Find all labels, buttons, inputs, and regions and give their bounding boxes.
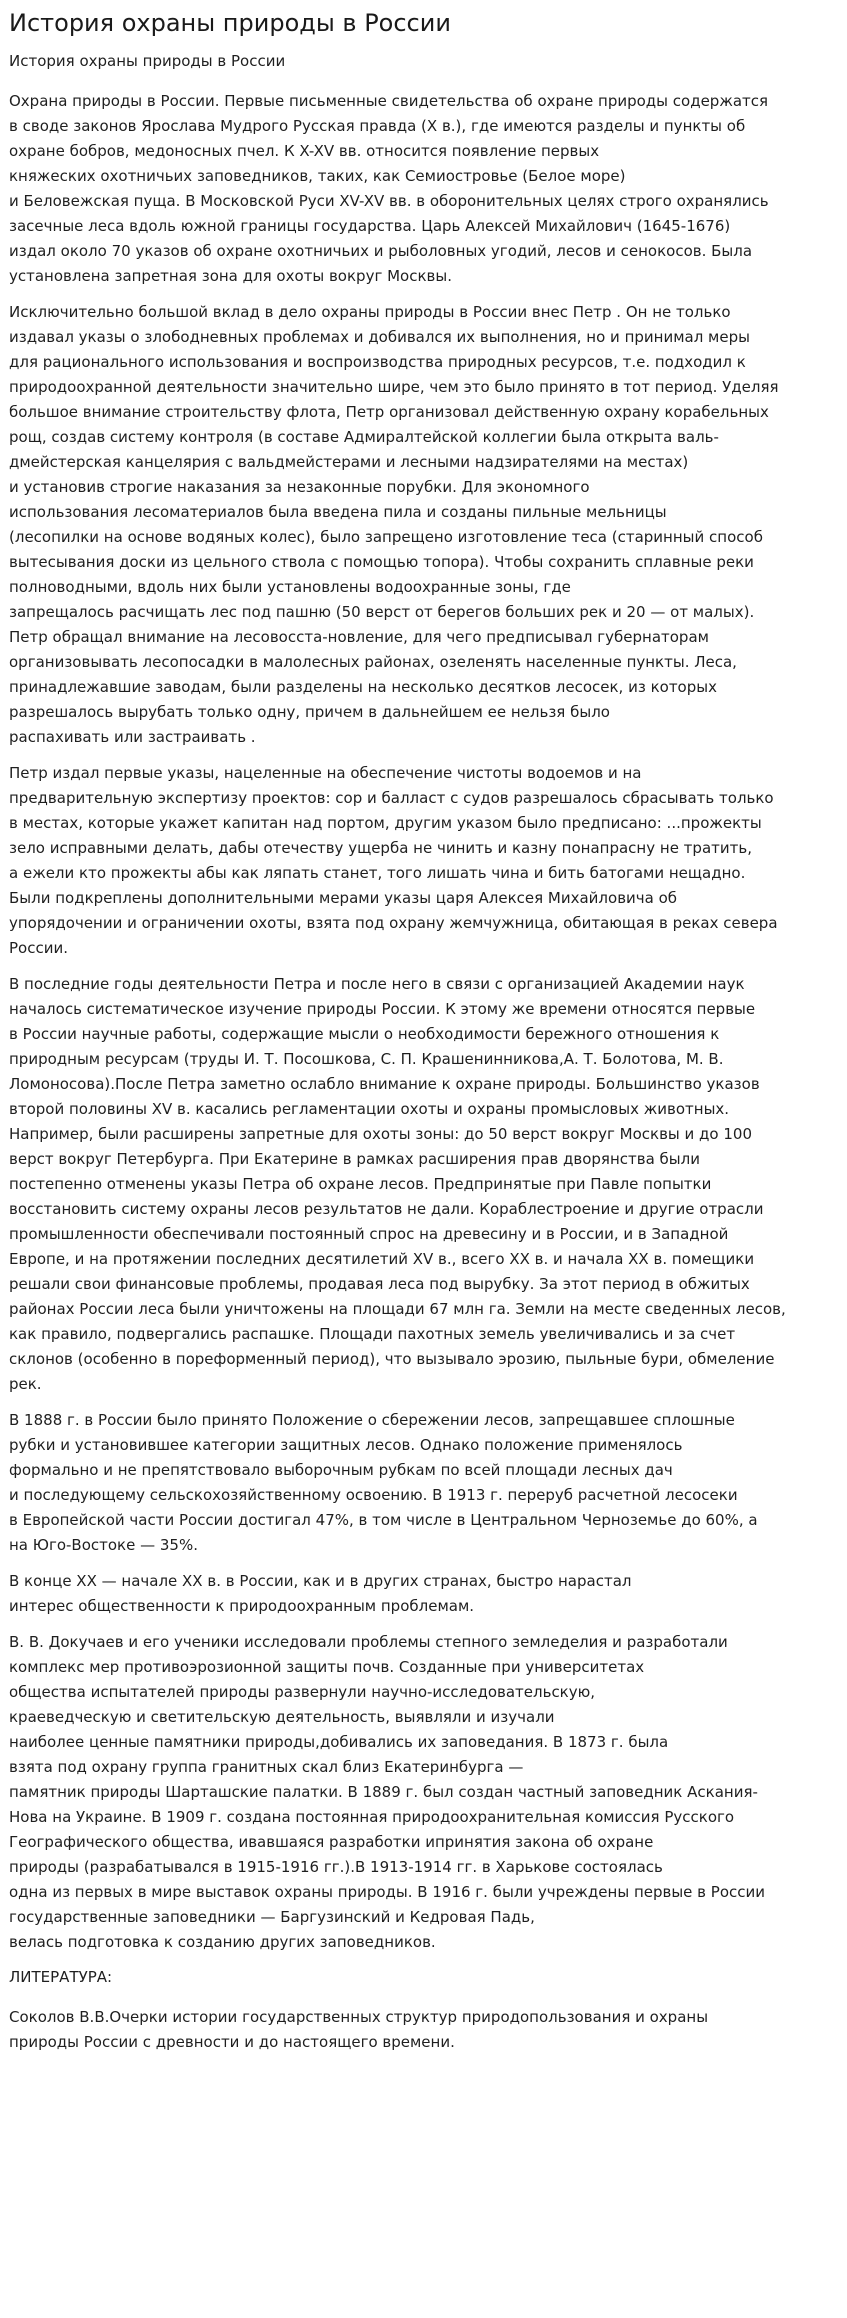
page-title: История охраны природы в России <box>9 9 451 37</box>
paragraph-2: Исключительно большой вклад в дело охраны природы в России внес Петр . Он не только издавал указы о злободневных проблемах и добивался их выполнения, но и принимал меры для рационального использования и воспроизводства природных ресурсов, т.е. подходил к природоохранной деятельности значительно шире, чем это было принято в тот период. Уделяя большое внимание строительству флота, Петр организовал действенную охрану корабельных рощ, создав систему контроля (в составе Адмиралтейской коллегии была открыта валь- дмейстерская канцелярия с вальдмейстерами и лесными надзирателями на местах) и установив строгие наказания за незаконные порубки. Для экономного использования лесоматериалов была введена пила и созданы пильные мельницы (лесопилки на основе водяных колес), было запрещено изготовление теса (старинный способ вытесывания доски из цельного ствола с помощью топора). Чтобы сохранить сплавные реки полноводными, вдоль них были установлены водоохранные зоны, где запрещалось расчищать лес под пашню (50 верст от берегов больших рек и 20 — от малых). Петр обращал внимание на лесовосста-новление, для чего предписывал губернаторам организовывать лесопосадки в малолесных районах, озеленять населенные пункты. Леса, принадлежавшие заводам, были разделены на несколько десятков лесосек, из которых разрешалось вырубать только одну, причем в дальнейшем ее нельзя было распахивать или застраивать . <box>9 303 779 746</box>
literature-heading: ЛИТЕРАТУРА: <box>9 1968 113 1986</box>
paragraph-5: В 1888 г. в России было принято Положение о сбережении лесов, запрещавшее сплошные рубки и установившее категории защитных лесов. Однако положение применялось формально и не препятствовало выборочным рубкам по всей площади лесных дач и последующему сельскохозяйственному освоению. В 1913 г. переруб расчетной лесосеки в Европейской части России достигал 47%, в том числе в Центральном Черноземье до 60%, а на Юго-Востоке — 35%. <box>9 1411 758 1554</box>
literature-item: Соколов В.В.Очерки истории государственных структур природопользования и охраны природы России с древности и до настоящего времени. <box>9 2008 709 2051</box>
paragraph-7: В. В. Докучаев и его ученики исследовали проблемы степного земледелия и разработали комплекс мер противоэрозионной защиты почв. Созданные при университетах общества испытателей природы развернули научно-исследовательскую, краеведческую и светительскую деятельность, выявляли и изучали наиболее ценные памятники природы,добивались их заповедания. В 1873 г. была взята под охрану группа гранитных скал близ Екатеринбурга — памятник природы Шарташские палатки. В 1889 г. был создан частный заповедник Аскания- Нова на Украине. В 1909 г. создана постоянная природоохранительная комиссия Русского Географического общества, ивавшаяся разработки ипринятия закона об охране природы (разрабатывался в 1915-1916 гг.).В 1913-1914 гг. в Харькове состоялась одна из первых в мире выставок охраны природы. В 1916 г. были учреждены первые в России государственные заповедники — Баргузинский и Кедровая Падь, велась подготовка к созданию других заповедников. <box>9 1633 765 1951</box>
paragraph-1: Охрана природы в России. Первые письменные свидетельства об охране природы содержатся в своде законов Ярослава Мудрого Русская правда (X в.), где имеются разделы и пункты об охране бобров, медоносных пчел. К X-XV вв. относится появление первых княжеских охотничьих заповедников, таких, как Семиостровье (Белое море) и Беловежская пуща. В Московской Руси XV-XV вв. в оборонительных целях строго охранялись засечные леса вдоль южной границы государства. Царь Алексей Михайлович (1645-1676) издал около 70 указов об охране охотничьих и рыболовных угодий, лесов и сенокосов. Была установлена запретная зона для охоты вокруг Москвы. <box>9 92 769 285</box>
paragraph-6: В конце XX — начале XX в. в России, как и в других странах, быстро нарастал интерес общественности к природоохранным проблемам. <box>9 1572 632 1615</box>
paragraph-3: Петр издал первые указы, нацеленные на обеспечение чистоты водоемов и на предварительную экспертизу проектов: сор и балласт с судов разрешалось сбрасывать только в местах, которые укажет капитан над портом, другим указом было предписано: ...прожекты зело исправными делать, дабы отечеству ущерба не чинить и казну понапрасну не тратить, а ежели кто прожекты абы как ляпать станет, того лишать чина и бить батогами нещадно. Были подкреплены дополнительными мерами указы царя Алексея Михайловича об упорядочении и ограничении охоты, взята под охрану жемчужница, обитающая в реках севера России. <box>9 764 778 957</box>
document-subtitle: История охраны природы в России <box>9 52 286 70</box>
paragraph-4: В последние годы деятельности Петра и после него в связи с организацией Академии наук началось систематическое изучение природы России. К этому же времени относятся первые в России научные работы, содержащие мысли о необходимости бережного отношения к природным ресурсам (труды И. Т. Посошкова, С. П. Крашенинникова,А. Т. Болотова, М. В. Ломоносова).После Петра заметно ослабло внимание к охране природы. Большинство указов второй половины XV в. касались регламентации охоты и охраны промысловых животных. Например, были расширены запретные для охоты зоны: до 50 верст вокруг Москвы и до 100 верст вокруг Петербурга. При Екатерине в рамках расширения прав дворянства были постепенно отменены указы Петра об охране лесов. Предпринятые при Павле попытки восстановить систему охраны лесов результатов не дали. Кораблестроение и другие отрасли промышленности обеспечивали постоянный спрос на древесину и в России, и в Западной Европе, и на протяжении последних десятилетий XV в., всего XX в. и начала XX в. помещики решали свои финансовые проблемы, продавая леса под вырубку. За этот период в обжитых районах России леса были уничтожены на площади 67 млн га. Земли на месте сведенных лесов, как правило, подвергались распашке. Площади пахотных земель увеличивались и за счет склонов (особенно в пореформенный период), что вызывало эрозию, пыльные бури, обмеление рек. <box>9 975 786 1393</box>
